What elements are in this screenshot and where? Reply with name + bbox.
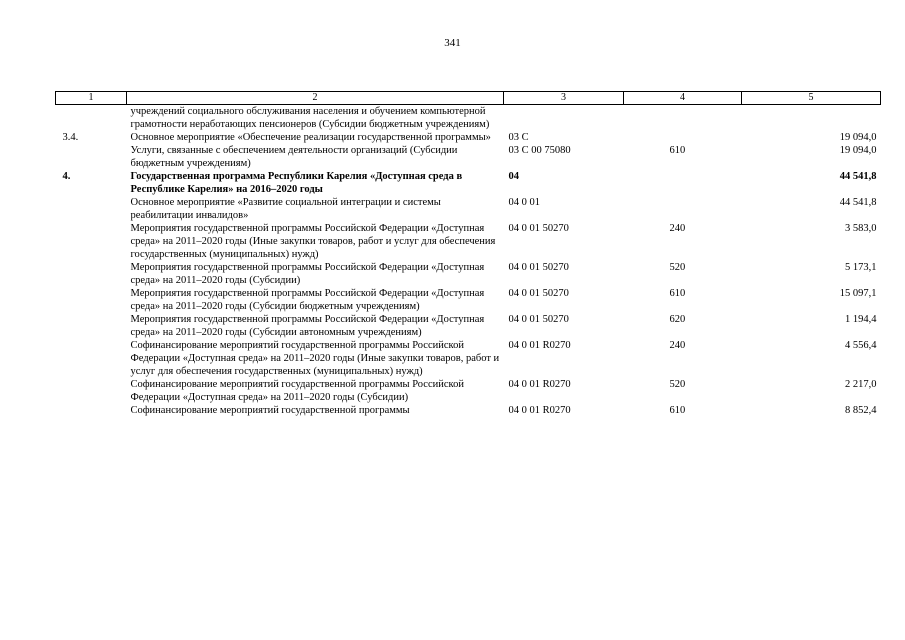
row-name-cell: Государственная программа Республики Карелия «Доступная среда в Республике Карелия» на 2016–2020 годы (130, 171, 463, 195)
header-col-5: 5 (742, 92, 881, 105)
row-code-cell: 04 0 01 50270 (508, 223, 569, 234)
row-amount-cell: 2 217,0 (845, 379, 877, 390)
table-row (56, 378, 881, 404)
row-code-cell (504, 105, 624, 132)
row-type-cell (624, 196, 742, 222)
row-type-cell: 240 (669, 223, 686, 234)
row-type-cell: 520 (669, 262, 686, 273)
header-col-2: 2 (127, 92, 504, 105)
row-name-cell: Софинансирование мероприятий государственной программы Российской Федерации «Доступная среда» на 2011–2020 годы (Субсидии) (130, 379, 464, 403)
header-col-4: 4 (624, 92, 742, 105)
row-number-cell (56, 144, 127, 170)
row-name-cell: Услуги, связанные с обеспечением деятельности организаций (Субсидии бюджетным учреждениям) (130, 145, 458, 169)
row-amount-cell: 44 541,8 (839, 197, 877, 208)
row-name-cell: Софинансирование мероприятий государственной программы (130, 405, 410, 416)
row-type-cell: 620 (669, 314, 686, 325)
row-number-cell (56, 261, 127, 287)
row-amount-cell: 8 852,4 (845, 405, 877, 416)
row-code-cell: 04 0 01 R0270 (508, 340, 571, 351)
row-code-cell: 04 0 01 50270 (508, 288, 569, 299)
row-type-cell: 610 (669, 145, 686, 156)
row-number-cell: 4. (62, 171, 71, 182)
row-amount-cell: 3 583,0 (845, 223, 877, 234)
row-code-cell: 04 0 01 (508, 197, 540, 208)
row-name-cell: учреждений социального обслуживания населения и обучением компьютерной грамотности неработающих пенсионеров (Субсидии бюджетным учреждениям) (130, 106, 490, 130)
table-body (56, 105, 881, 418)
header-col-3: 3 (504, 92, 624, 105)
row-name-cell: Основное мероприятие «Развитие социальной интеграции и системы реабилитации инвалидов» (130, 197, 441, 221)
row-name-cell: Основное мероприятие «Обеспечение реализации государственной программы» (130, 132, 491, 143)
table-row (56, 339, 881, 378)
row-code-cell: 04 (508, 171, 519, 182)
row-number-cell: 3.4. (62, 132, 79, 143)
row-number-cell (56, 105, 127, 132)
row-number-cell (56, 287, 127, 313)
table-row (56, 170, 881, 196)
row-number-cell (56, 222, 127, 261)
table-row (56, 261, 881, 287)
table-row (56, 131, 881, 144)
table-row (56, 313, 881, 339)
row-number-cell (56, 404, 127, 417)
row-number-cell (56, 196, 127, 222)
row-number-cell (56, 339, 127, 378)
table-header (56, 92, 881, 105)
row-code-cell: 04 0 01 50270 (508, 314, 569, 325)
page-number: 341 (444, 37, 461, 49)
row-type-cell (624, 105, 742, 132)
row-name-cell: Мероприятия государственной программы Российской Федерации «Доступная среда» на 2011–2020 годы (Субсидии автономным учреждениям) (130, 314, 485, 338)
table-row (56, 196, 881, 222)
row-amount-cell: 5 173,1 (845, 262, 877, 273)
row-type-cell (624, 170, 742, 196)
table-row (56, 287, 881, 313)
row-amount-cell: 1 194,4 (845, 314, 877, 325)
row-amount-cell: 4 556,4 (845, 340, 877, 351)
row-type-cell (624, 131, 742, 144)
row-code-cell: 03 С 00 75080 (508, 145, 571, 156)
table-row (56, 144, 881, 170)
row-type-cell: 520 (669, 379, 686, 390)
table-row (56, 404, 881, 417)
row-amount-cell (742, 105, 881, 132)
row-number-cell (56, 313, 127, 339)
header-col-1: 1 (56, 92, 127, 105)
row-amount-cell: 15 097,1 (839, 288, 877, 299)
table-row (56, 105, 881, 132)
header-row (56, 92, 881, 105)
row-name-cell: Мероприятия государственной программы Российской Федерации «Доступная среда» на 2011–2020 годы (Иные закупки товаров, работ и услуг для обеспечения государственных (муниципальных) нужд) (130, 223, 496, 260)
row-code-cell: 04 0 01 R0270 (508, 379, 571, 390)
row-name-cell: Софинансирование мероприятий государственной программы Российской Федерации «Доступная среда» на 2011–2020 годы (Иные закупки товаров, работ и услуг для обеспечения государственных (муниципальных) нужд) (130, 340, 500, 377)
row-amount-cell: 19 094,0 (839, 145, 877, 156)
row-type-cell: 610 (669, 405, 686, 416)
table-row (56, 222, 881, 261)
row-code-cell: 04 0 01 50270 (508, 262, 569, 273)
budget-table (55, 91, 881, 417)
row-name-cell: Мероприятия государственной программы Российской Федерации «Доступная среда» на 2011–2020 годы (Субсидии) (130, 262, 485, 286)
row-type-cell: 610 (669, 288, 686, 299)
row-number-cell (56, 378, 127, 404)
row-amount-cell: 19 094,0 (839, 132, 877, 143)
row-code-cell: 04 0 01 R0270 (508, 405, 571, 416)
row-code-cell: 03 С (508, 132, 529, 143)
row-amount-cell: 44 541,8 (839, 171, 877, 182)
row-name-cell: Мероприятия государственной программы Российской Федерации «Доступная среда» на 2011–2020 годы (Субсидии бюджетным учреждениям) (130, 288, 485, 312)
row-type-cell: 240 (669, 340, 686, 351)
